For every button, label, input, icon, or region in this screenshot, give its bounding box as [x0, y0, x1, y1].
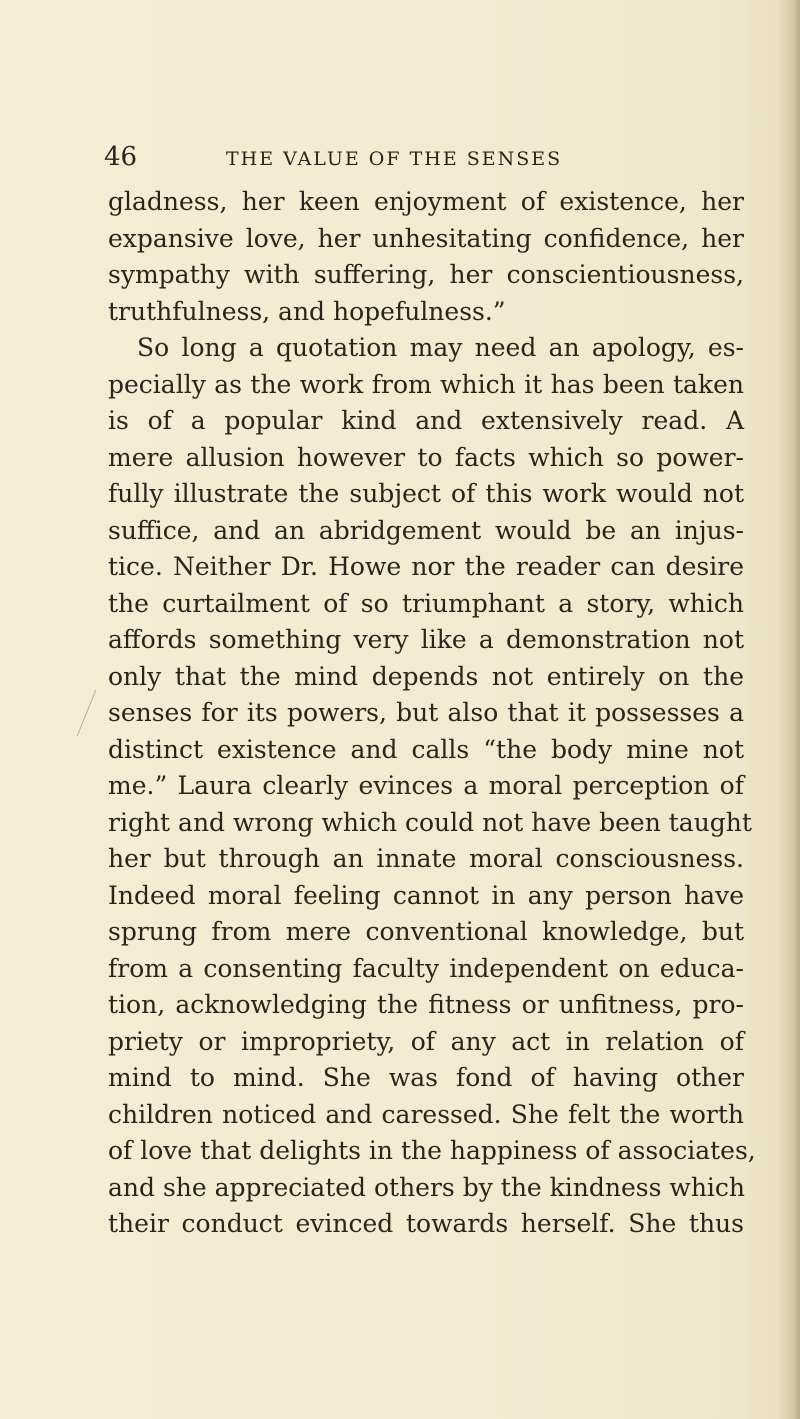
text-line: their conduct evinced towards herself. She thus [108, 1209, 744, 1238]
text-line: truthfulness, and hopefulness.” [108, 296, 506, 326]
text-line: pecially as the work from which it has been taken [108, 369, 744, 399]
margin-mark [77, 690, 105, 736]
text-line: tice. Neither Dr. Howe nor the reader can desire [108, 552, 744, 581]
text-line: only that the mind depends not entirely on the [108, 661, 744, 691]
text-line: priety or impropriety, of any act in relation of [108, 1026, 744, 1056]
text-line: senses for its powers, but also that it possesses a [108, 698, 744, 727]
text-line: sprung from mere conventional knowledge, but [108, 917, 744, 946]
text-line: gladness, her keen enjoyment of existence, her [108, 187, 744, 216]
text-line: of love that delights in the happiness of associates, [108, 1136, 756, 1165]
text-line: the curtailment of so triumphant a story, which [108, 588, 744, 618]
running-head: THE VALUE OF THE SENSES [226, 148, 563, 170]
text-line: and she appreciated others by the kindness which [108, 1172, 746, 1202]
page-number: 46 [104, 142, 138, 172]
text-line: fully illustrate the subject of this work would not [108, 479, 744, 508]
text-line: her but through an innate moral consciousness. [108, 844, 744, 873]
text-line: me.” Laura clearly evinces a moral perception of [108, 771, 744, 800]
text-line: So long a quotation may need an apology, es- [137, 333, 744, 362]
text-line: suffice, and an abridgement would be an injus- [108, 515, 744, 545]
text-line: is of a popular kind and extensively read. A [108, 406, 744, 435]
text-line: children noticed and caressed. She felt the worth [108, 1099, 744, 1129]
text-line: sympathy with suffering, her conscientiousness, [108, 260, 744, 289]
body-text [108, 184, 756, 1243]
text-line: mind to mind. She was fond of having other [108, 1063, 744, 1092]
text-line: right and wrong which could not have been taught [108, 807, 752, 837]
text-line: mere allusion however to facts which so power- [108, 442, 744, 472]
page-header [104, 142, 740, 176]
text-line: expansive love, her unhesitating confidence, her [108, 223, 744, 253]
text-line: Indeed moral feeling cannot in any person have [108, 880, 744, 910]
text-line: distinct existence and calls “the body mine not [108, 734, 744, 764]
page-edge-shadow [778, 0, 800, 1419]
text-line: affords something very like a demonstration not [108, 625, 744, 654]
text-line: tion, acknowledging the fitness or unfitness, pro- [108, 990, 744, 1019]
text-line: from a consenting faculty independent on educa- [108, 953, 744, 983]
